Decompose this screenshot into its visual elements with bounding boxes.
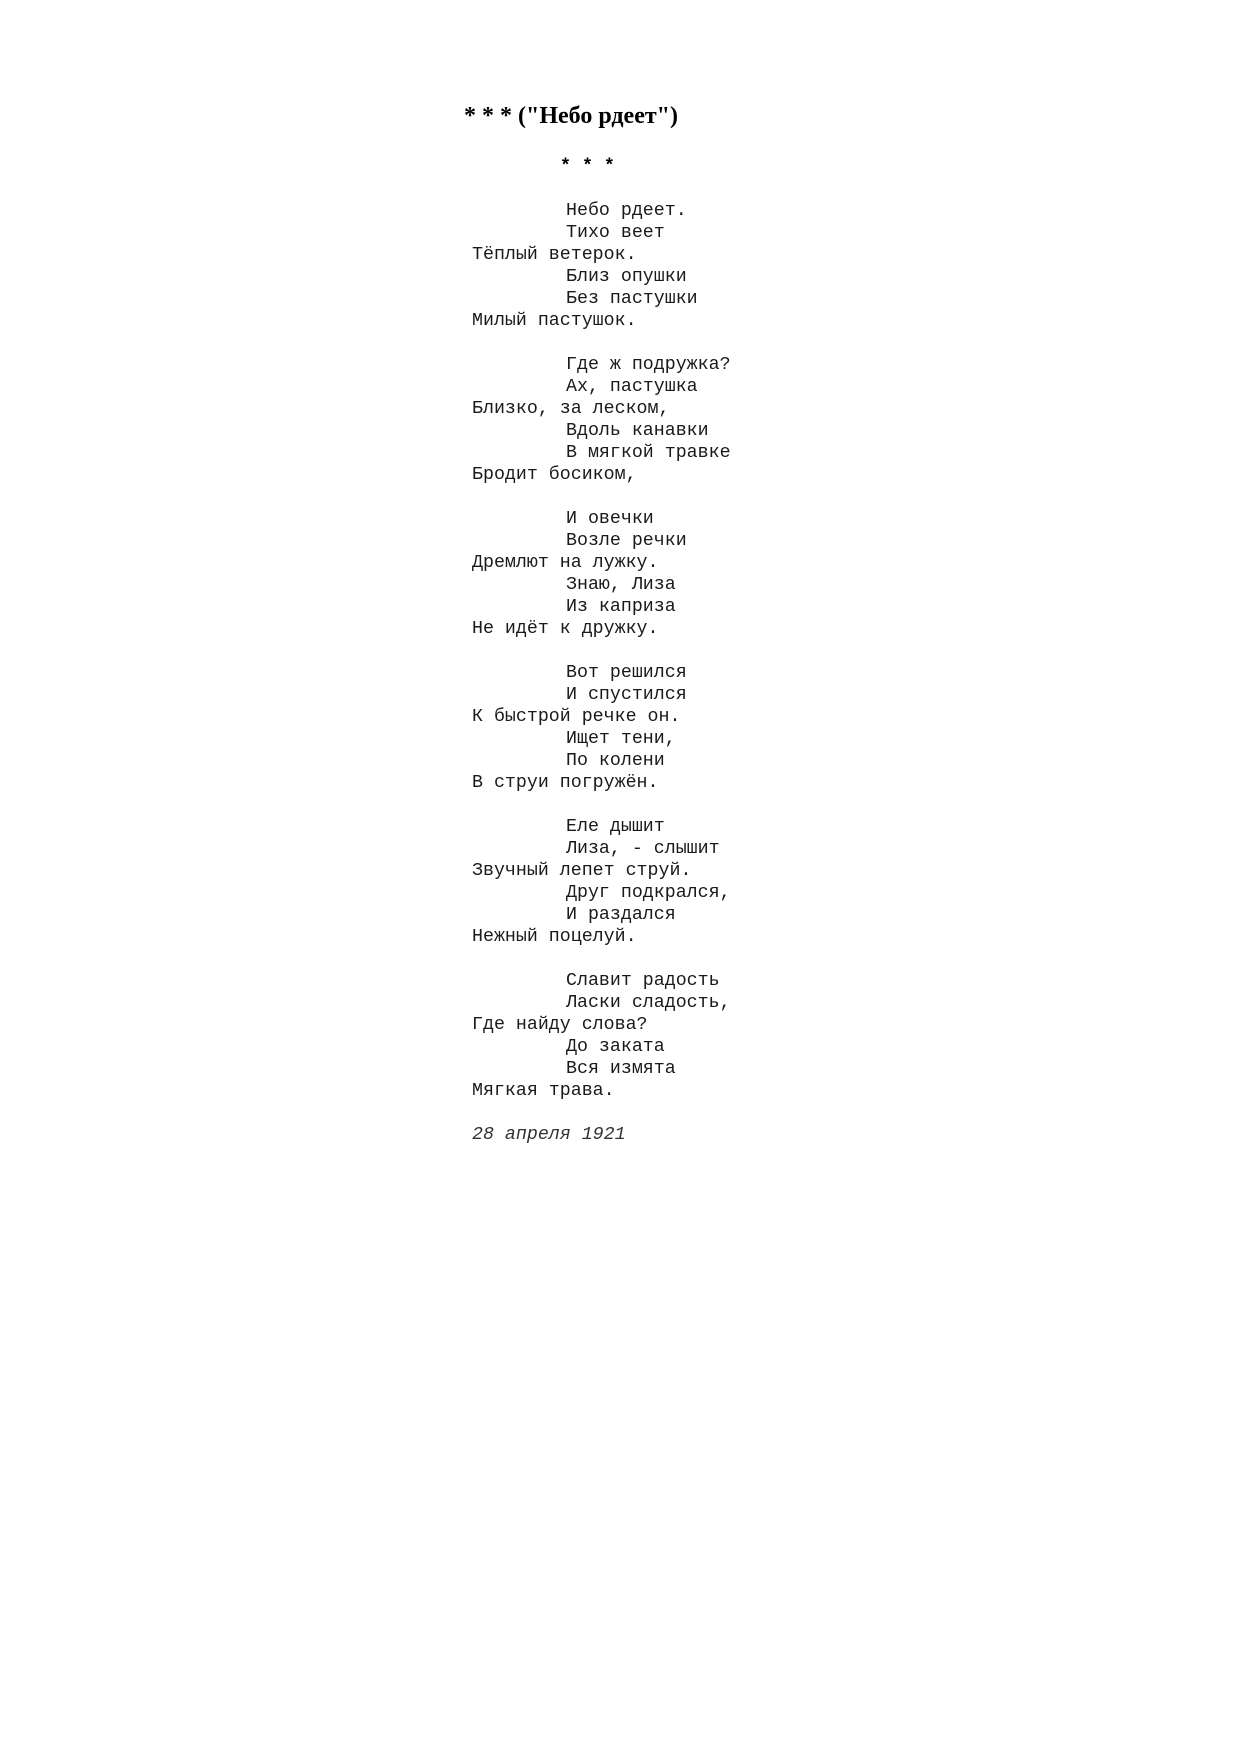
poem-line: Милый пастушок. — [472, 311, 637, 331]
poem-line: Возле речки — [566, 531, 687, 551]
poem-line: Не идёт к дружку. — [472, 619, 659, 639]
poem-line: Небо рдеет. — [566, 201, 687, 221]
poem-line: Лиза, - слышит — [566, 839, 720, 859]
poem-line: Бродит босиком, — [472, 465, 637, 485]
poem-line: И раздался — [566, 905, 676, 925]
poem-line: Дремлют на лужку. — [472, 553, 659, 573]
poem-line: Знаю, Лиза — [566, 575, 676, 595]
poem-line: Друг подкрался, — [566, 883, 731, 903]
stanza — [472, 508, 731, 640]
stanza — [472, 970, 731, 1102]
poem-line: Из каприза — [566, 597, 676, 617]
poem-title: * * * ("Небо рдеет") — [464, 103, 678, 129]
poem-line: К быстрой речке он. — [472, 707, 681, 727]
poem-line: Нежный поцелуй. — [472, 927, 637, 947]
poem-body — [472, 156, 731, 1146]
poem-date: 28 апреля 1921 — [472, 1125, 626, 1145]
poem-line: Вот решился — [566, 663, 687, 683]
poem-line: До заката — [566, 1037, 665, 1057]
stanza — [472, 200, 731, 332]
poem-line: Близко, за леском, — [472, 399, 670, 419]
stanza — [472, 816, 731, 948]
poem-line: Вся измята — [566, 1059, 676, 1079]
poem-line: Где ж подружка? — [566, 355, 731, 375]
poem-line: Еле дышит — [566, 817, 665, 837]
poem-line: Ах, пастушка — [566, 377, 698, 397]
poem-line: Ищет тени, — [566, 729, 676, 749]
poem-line: Где найду слова? — [472, 1015, 648, 1035]
poem-line: Тёплый ветерок. — [472, 245, 637, 265]
stars-separator: * * * — [560, 157, 615, 177]
poem-line: Ласки сладость, — [566, 993, 731, 1013]
stanza-list — [472, 200, 731, 1102]
stanza — [472, 354, 731, 486]
poem-line: Славит радость — [566, 971, 720, 991]
poem-line: В мягкой травке — [566, 443, 731, 463]
poem-line: Близ опушки — [566, 267, 687, 287]
poem-line: Вдоль канавки — [566, 421, 709, 441]
poem-line: И спустился — [566, 685, 687, 705]
poem-line: Тихо веет — [566, 223, 665, 243]
poem-line: Звучный лепет струй. — [472, 861, 692, 881]
stanza — [472, 662, 731, 794]
poem-line: Мягкая трава. — [472, 1081, 615, 1101]
poem-line: По колени — [566, 751, 665, 771]
poem-line: И овечки — [566, 509, 654, 529]
poem-line: Без пастушки — [566, 289, 698, 309]
poem-line: В струи погружён. — [472, 773, 659, 793]
